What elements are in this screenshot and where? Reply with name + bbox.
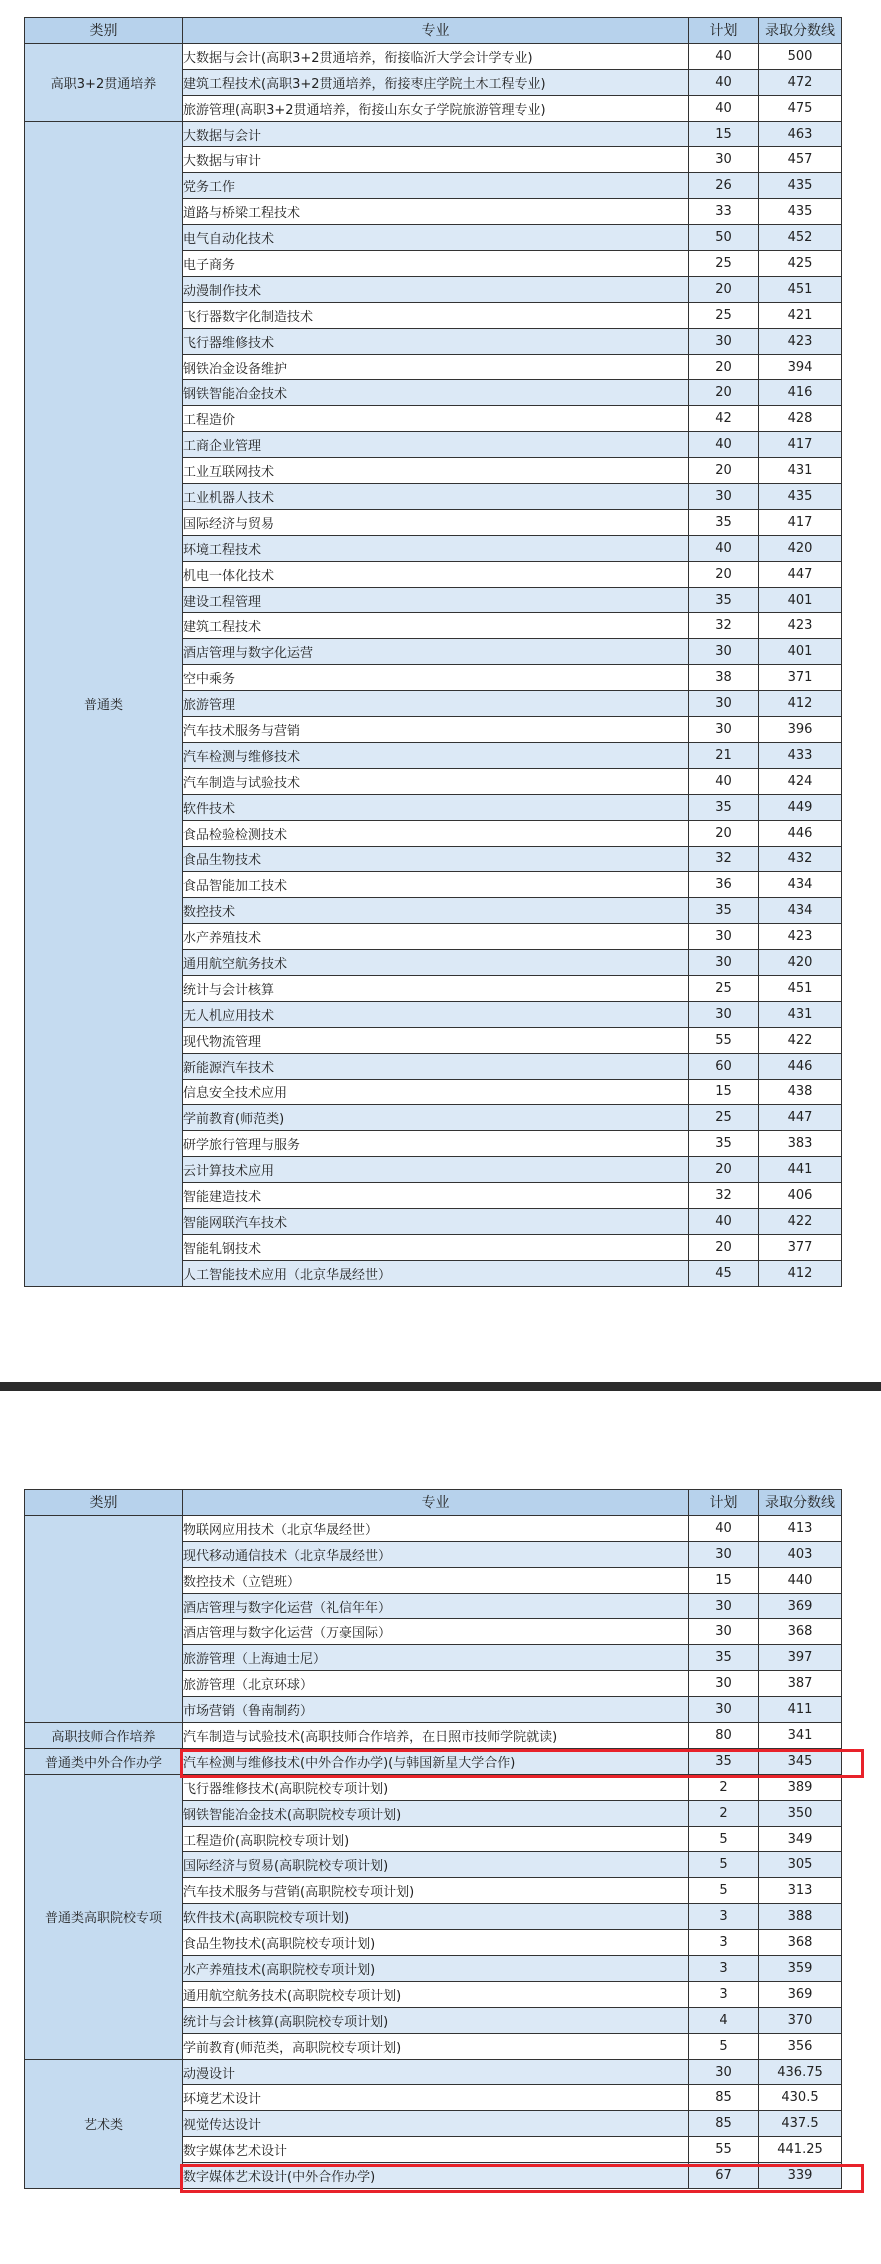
major-cell: 人工智能技术应用（北京华晟经世） (183, 1260, 689, 1286)
header-category: 类别 (25, 18, 183, 44)
plan-cell: 85 (689, 2085, 759, 2111)
major-cell: 国际经济与贸易(高职院校专项计划) (183, 1852, 689, 1878)
score-cell: 420 (759, 535, 842, 561)
score-cell: 441.25 (759, 2137, 842, 2163)
score-cell: 369 (759, 1981, 842, 2007)
plan-cell: 35 (689, 1131, 759, 1157)
category-cell: 普通类中外合作办学 (25, 1748, 183, 1774)
major-cell: 水产养殖技术(高职院校专项计划) (183, 1956, 689, 1982)
major-cell: 酒店管理与数字化运营（万豪国际） (183, 1619, 689, 1645)
plan-cell: 35 (689, 1748, 759, 1774)
score-cell: 452 (759, 225, 842, 251)
score-cell: 413 (759, 1515, 842, 1541)
plan-cell: 42 (689, 406, 759, 432)
score-cell: 369 (759, 1593, 842, 1619)
score-cell: 432 (759, 846, 842, 872)
score-cell: 416 (759, 380, 842, 406)
score-cell: 371 (759, 665, 842, 691)
major-cell: 食品生物技术(高职院校专项计划) (183, 1930, 689, 1956)
plan-cell: 25 (689, 1105, 759, 1131)
plan-cell: 20 (689, 354, 759, 380)
score-cell: 463 (759, 121, 842, 147)
major-cell: 无人机应用技术 (183, 1001, 689, 1027)
major-cell: 工业机器人技术 (183, 484, 689, 510)
score-cell: 403 (759, 1541, 842, 1567)
score-cell: 406 (759, 1183, 842, 1209)
table-header-row (25, 1490, 842, 1516)
major-cell: 电子商务 (183, 251, 689, 277)
major-cell: 智能轧钢技术 (183, 1234, 689, 1260)
score-cell: 341 (759, 1723, 842, 1749)
category-cell: 普通类高职院校专项 (25, 1774, 183, 2059)
score-cell: 475 (759, 95, 842, 121)
plan-cell: 30 (689, 950, 759, 976)
table-row (25, 1515, 842, 1541)
section-divider (0, 1382, 881, 1391)
plan-cell: 30 (689, 2059, 759, 2085)
plan-cell: 85 (689, 2111, 759, 2137)
score-cell: 425 (759, 251, 842, 277)
plan-cell: 20 (689, 380, 759, 406)
category-cell (25, 1515, 183, 1722)
major-cell: 学前教育(师范类，高职院校专项计划) (183, 2033, 689, 2059)
header-score: 录取分数线 (759, 18, 842, 44)
score-cell: 350 (759, 1800, 842, 1826)
major-cell: 通用航空航务技术(高职院校专项计划) (183, 1981, 689, 2007)
major-cell: 研学旅行管理与服务 (183, 1131, 689, 1157)
plan-cell: 26 (689, 173, 759, 199)
score-cell: 435 (759, 199, 842, 225)
plan-cell: 67 (689, 2163, 759, 2189)
major-cell: 钢铁智能冶金技术(高职院校专项计划) (183, 1800, 689, 1826)
plan-cell: 40 (689, 69, 759, 95)
major-cell: 软件技术 (183, 794, 689, 820)
score-cell: 472 (759, 69, 842, 95)
major-cell: 智能建造技术 (183, 1183, 689, 1209)
table-row (25, 1748, 842, 1774)
major-cell: 智能网联汽车技术 (183, 1208, 689, 1234)
category-cell: 艺术类 (25, 2059, 183, 2188)
category-cell: 普通类 (25, 121, 183, 1286)
plan-cell: 3 (689, 1904, 759, 1930)
score-cell: 435 (759, 173, 842, 199)
plan-cell: 30 (689, 328, 759, 354)
plan-cell: 45 (689, 1260, 759, 1286)
score-cell: 368 (759, 1619, 842, 1645)
major-cell: 动漫设计 (183, 2059, 689, 2085)
plan-cell: 30 (689, 639, 759, 665)
major-cell: 数控技术（立铠班） (183, 1567, 689, 1593)
plan-cell: 30 (689, 1697, 759, 1723)
major-cell: 物联网应用技术（北京华晟经世） (183, 1515, 689, 1541)
plan-cell: 35 (689, 794, 759, 820)
score-cell: 305 (759, 1852, 842, 1878)
category-cell: 高职技师合作培养 (25, 1723, 183, 1749)
score-cell: 356 (759, 2033, 842, 2059)
major-cell: 食品生物技术 (183, 846, 689, 872)
major-cell: 旅游管理（北京环球） (183, 1671, 689, 1697)
plan-cell: 40 (689, 43, 759, 69)
major-cell: 信息安全技术应用 (183, 1079, 689, 1105)
plan-cell: 40 (689, 1515, 759, 1541)
plan-cell: 32 (689, 613, 759, 639)
plan-cell: 40 (689, 768, 759, 794)
score-cell: 359 (759, 1956, 842, 1982)
major-cell: 软件技术(高职院校专项计划) (183, 1904, 689, 1930)
header-plan: 计划 (689, 1490, 759, 1516)
plan-cell: 35 (689, 898, 759, 924)
major-cell: 环境艺术设计 (183, 2085, 689, 2111)
plan-cell: 5 (689, 1878, 759, 1904)
plan-cell: 2 (689, 1800, 759, 1826)
major-cell: 机电一体化技术 (183, 561, 689, 587)
major-cell: 空中乘务 (183, 665, 689, 691)
table-row (25, 2059, 842, 2085)
score-cell: 422 (759, 1027, 842, 1053)
table-row (25, 121, 842, 147)
major-cell: 道路与桥梁工程技术 (183, 199, 689, 225)
plan-cell: 30 (689, 691, 759, 717)
score-cell: 441 (759, 1157, 842, 1183)
admission-score-table-2 (24, 1489, 842, 2189)
plan-cell: 20 (689, 1234, 759, 1260)
major-cell: 食品智能加工技术 (183, 872, 689, 898)
major-cell: 党务工作 (183, 173, 689, 199)
score-cell: 401 (759, 639, 842, 665)
major-cell: 酒店管理与数字化运营（礼信年年） (183, 1593, 689, 1619)
major-cell: 飞行器维修技术(高职院校专项计划) (183, 1774, 689, 1800)
major-cell: 汽车制造与试验技术 (183, 768, 689, 794)
score-cell: 437.5 (759, 2111, 842, 2137)
table-row (25, 1774, 842, 1800)
major-cell: 钢铁智能冶金技术 (183, 380, 689, 406)
plan-cell: 30 (689, 924, 759, 950)
plan-cell: 4 (689, 2007, 759, 2033)
header-major: 专业 (183, 1490, 689, 1516)
major-cell: 电气自动化技术 (183, 225, 689, 251)
plan-cell: 35 (689, 509, 759, 535)
plan-cell: 15 (689, 1079, 759, 1105)
major-cell: 工程造价(高职院校专项计划) (183, 1826, 689, 1852)
major-cell: 视觉传达设计 (183, 2111, 689, 2137)
score-cell: 430.5 (759, 2085, 842, 2111)
score-cell: 446 (759, 1053, 842, 1079)
plan-cell: 38 (689, 665, 759, 691)
plan-cell: 40 (689, 1208, 759, 1234)
major-cell: 飞行器维修技术 (183, 328, 689, 354)
major-cell: 建筑工程技术 (183, 613, 689, 639)
major-cell: 旅游管理(高职3+2贯通培养，衔接山东女子学院旅游管理专业) (183, 95, 689, 121)
score-cell: 397 (759, 1645, 842, 1671)
plan-cell: 5 (689, 1852, 759, 1878)
plan-cell: 2 (689, 1774, 759, 1800)
score-cell: 387 (759, 1671, 842, 1697)
score-cell: 424 (759, 768, 842, 794)
score-cell: 339 (759, 2163, 842, 2189)
score-cell: 435 (759, 484, 842, 510)
plan-cell: 80 (689, 1723, 759, 1749)
score-cell: 438 (759, 1079, 842, 1105)
score-cell: 345 (759, 1748, 842, 1774)
plan-cell: 25 (689, 251, 759, 277)
major-cell: 汽车制造与试验技术(高职技师合作培养，在日照市技师学院就读) (183, 1723, 689, 1749)
plan-cell: 40 (689, 535, 759, 561)
plan-cell: 60 (689, 1053, 759, 1079)
major-cell: 建筑工程技术(高职3+2贯通培养，衔接枣庄学院土木工程专业) (183, 69, 689, 95)
plan-cell: 5 (689, 2033, 759, 2059)
score-cell: 421 (759, 302, 842, 328)
score-cell: 457 (759, 147, 842, 173)
major-cell: 食品检验检测技术 (183, 820, 689, 846)
header-category: 类别 (25, 1490, 183, 1516)
score-cell: 447 (759, 561, 842, 587)
score-cell: 423 (759, 613, 842, 639)
major-cell: 汽车技术服务与营销(高职院校专项计划) (183, 1878, 689, 1904)
score-cell: 401 (759, 587, 842, 613)
plan-cell: 3 (689, 1930, 759, 1956)
plan-cell: 30 (689, 1619, 759, 1645)
major-cell: 水产养殖技术 (183, 924, 689, 950)
header-major: 专业 (183, 18, 689, 44)
major-cell: 汽车技术服务与营销 (183, 717, 689, 743)
major-cell: 学前教育(师范类) (183, 1105, 689, 1131)
score-cell: 349 (759, 1826, 842, 1852)
score-cell: 431 (759, 458, 842, 484)
score-cell: 500 (759, 43, 842, 69)
major-cell: 大数据与会计(高职3+2贯通培养，衔接临沂大学会计学专业) (183, 43, 689, 69)
score-cell: 396 (759, 717, 842, 743)
major-cell: 数控技术 (183, 898, 689, 924)
score-cell: 431 (759, 1001, 842, 1027)
plan-cell: 30 (689, 717, 759, 743)
table-header-row (25, 18, 842, 44)
score-cell: 428 (759, 406, 842, 432)
major-cell: 数字媒体艺术设计(中外合作办学) (183, 2163, 689, 2189)
plan-cell: 30 (689, 484, 759, 510)
major-cell: 工程造价 (183, 406, 689, 432)
plan-cell: 3 (689, 1981, 759, 2007)
score-cell: 449 (759, 794, 842, 820)
score-cell: 389 (759, 1774, 842, 1800)
table-row (25, 43, 842, 69)
score-cell: 417 (759, 432, 842, 458)
plan-cell: 40 (689, 95, 759, 121)
plan-cell: 40 (689, 432, 759, 458)
plan-cell: 30 (689, 147, 759, 173)
score-cell: 434 (759, 872, 842, 898)
score-cell: 412 (759, 1260, 842, 1286)
score-cell: 370 (759, 2007, 842, 2033)
score-cell: 394 (759, 354, 842, 380)
plan-cell: 25 (689, 302, 759, 328)
score-cell: 451 (759, 975, 842, 1001)
major-cell: 统计与会计核算 (183, 975, 689, 1001)
plan-cell: 35 (689, 587, 759, 613)
major-cell: 酒店管理与数字化运营 (183, 639, 689, 665)
plan-cell: 30 (689, 1671, 759, 1697)
plan-cell: 30 (689, 1541, 759, 1567)
plan-cell: 21 (689, 742, 759, 768)
plan-cell: 36 (689, 872, 759, 898)
plan-cell: 55 (689, 1027, 759, 1053)
score-cell: 388 (759, 1904, 842, 1930)
category-cell: 高职3+2贯通培养 (25, 43, 183, 121)
score-cell: 451 (759, 276, 842, 302)
plan-cell: 32 (689, 1183, 759, 1209)
major-cell: 云计算技术应用 (183, 1157, 689, 1183)
score-cell: 411 (759, 1697, 842, 1723)
plan-cell: 5 (689, 1826, 759, 1852)
plan-cell: 20 (689, 1157, 759, 1183)
plan-cell: 15 (689, 121, 759, 147)
plan-cell: 30 (689, 1001, 759, 1027)
score-cell: 447 (759, 1105, 842, 1131)
major-cell: 钢铁冶金设备维护 (183, 354, 689, 380)
major-cell: 大数据与会计 (183, 121, 689, 147)
table-row (25, 1723, 842, 1749)
major-cell: 数字媒体艺术设计 (183, 2137, 689, 2163)
major-cell: 现代移动通信技术（北京华晟经世） (183, 1541, 689, 1567)
score-cell: 423 (759, 924, 842, 950)
score-cell: 436.75 (759, 2059, 842, 2085)
major-cell: 工业互联网技术 (183, 458, 689, 484)
plan-cell: 15 (689, 1567, 759, 1593)
major-cell: 市场营销（鲁南制药） (183, 1697, 689, 1723)
major-cell: 旅游管理（上海迪士尼） (183, 1645, 689, 1671)
major-cell: 国际经济与贸易 (183, 509, 689, 535)
score-cell: 434 (759, 898, 842, 924)
major-cell: 通用航空航务技术 (183, 950, 689, 976)
score-cell: 422 (759, 1208, 842, 1234)
score-cell: 417 (759, 509, 842, 535)
plan-cell: 25 (689, 975, 759, 1001)
major-cell: 现代物流管理 (183, 1027, 689, 1053)
score-cell: 440 (759, 1567, 842, 1593)
major-cell: 新能源汽车技术 (183, 1053, 689, 1079)
plan-cell: 35 (689, 1645, 759, 1671)
plan-cell: 20 (689, 276, 759, 302)
score-cell: 368 (759, 1930, 842, 1956)
major-cell: 汽车检测与维修技术 (183, 742, 689, 768)
major-cell: 动漫制作技术 (183, 276, 689, 302)
plan-cell: 3 (689, 1956, 759, 1982)
plan-cell: 20 (689, 561, 759, 587)
plan-cell: 20 (689, 458, 759, 484)
score-cell: 433 (759, 742, 842, 768)
major-cell: 建设工程管理 (183, 587, 689, 613)
major-cell: 工商企业管理 (183, 432, 689, 458)
score-cell: 313 (759, 1878, 842, 1904)
score-cell: 383 (759, 1131, 842, 1157)
header-plan: 计划 (689, 18, 759, 44)
plan-cell: 32 (689, 846, 759, 872)
score-cell: 423 (759, 328, 842, 354)
major-cell: 环境工程技术 (183, 535, 689, 561)
admission-score-table-1 (24, 17, 842, 1287)
plan-cell: 20 (689, 820, 759, 846)
major-cell: 飞行器数字化制造技术 (183, 302, 689, 328)
score-cell: 446 (759, 820, 842, 846)
plan-cell: 33 (689, 199, 759, 225)
plan-cell: 55 (689, 2137, 759, 2163)
major-cell: 汽车检测与维修技术(中外合作办学)(与韩国新星大学合作) (183, 1748, 689, 1774)
score-cell: 377 (759, 1234, 842, 1260)
plan-cell: 30 (689, 1593, 759, 1619)
score-cell: 412 (759, 691, 842, 717)
score-cell: 420 (759, 950, 842, 976)
header-score: 录取分数线 (759, 1490, 842, 1516)
major-cell: 统计与会计核算(高职院校专项计划) (183, 2007, 689, 2033)
major-cell: 旅游管理 (183, 691, 689, 717)
plan-cell: 50 (689, 225, 759, 251)
major-cell: 大数据与审计 (183, 147, 689, 173)
